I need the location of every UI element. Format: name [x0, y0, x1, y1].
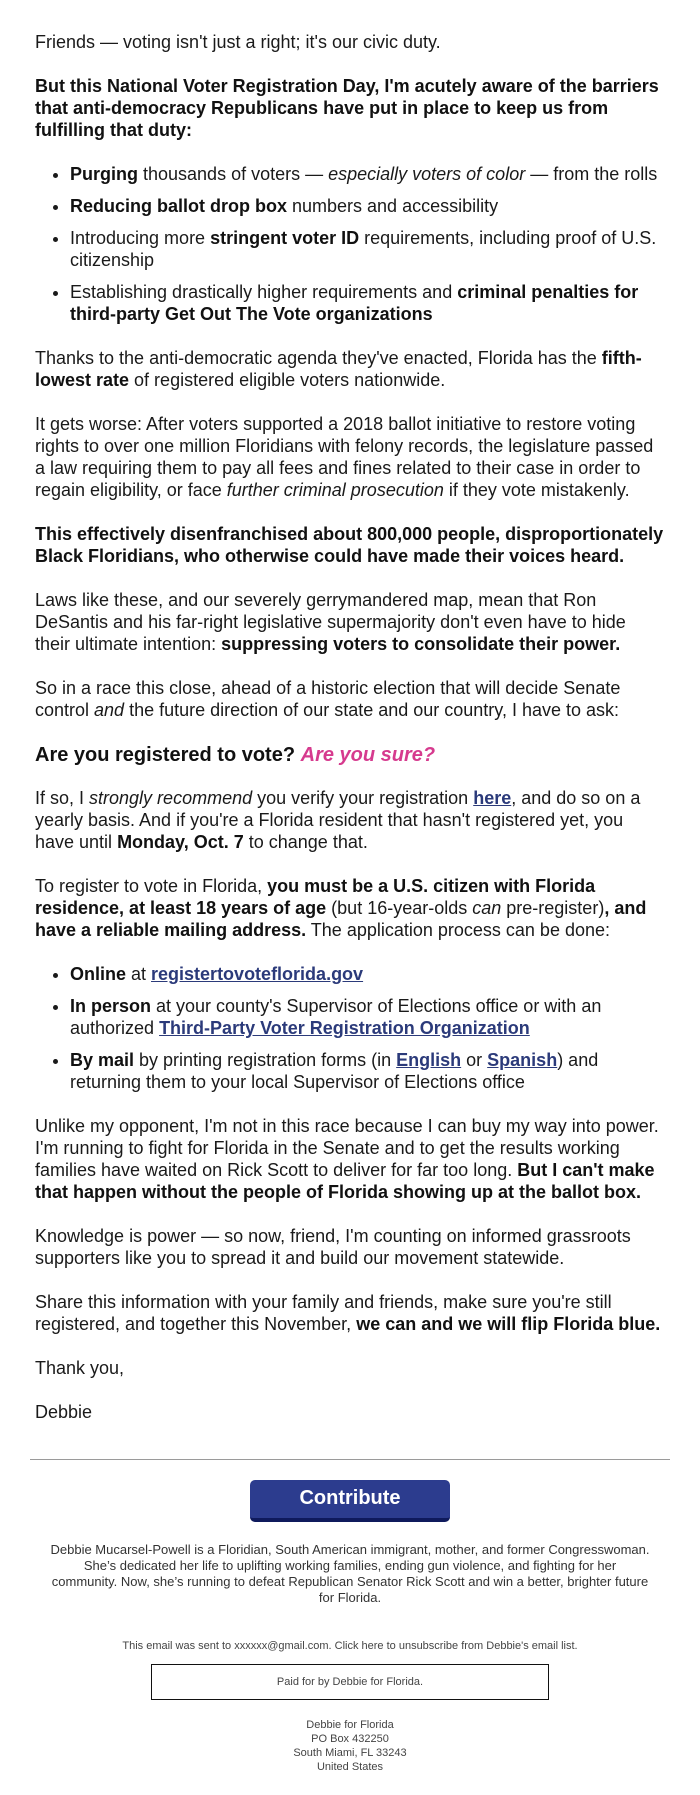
- share-paragraph: Share this information with your family and friends, make sure you're still registered, and together this November, we can and we will flip Florida blue.: [35, 1292, 661, 1334]
- registertovoteflorida-link[interactable]: registertovoteflorida.gov: [151, 964, 364, 984]
- worse-paragraph: It gets worse: After voters supported a 2018 ballot initiative to restore voting rights to over one million Floridians with felony records, the legislature passed a law requiring them to pay all fees and fines related to their case in order to regain eligibility, or face further criminal prosecution if they vote mistakenly.: [35, 414, 654, 500]
- address-line: United States: [316, 1761, 384, 1773]
- list-item: • Purging thousands of voters — especially voters of color — from the rolls: [70, 163, 665, 185]
- rate-paragraph: Thanks to the anti-democratic agenda they've enacted, Florida has the fifth-lowest rate of registered eligible voters nationwide.: [35, 348, 642, 390]
- verify-here-link[interactable]: here: [473, 788, 512, 808]
- intro-paragraph: Friends — voting isn't just a right; it's our civic duty.: [35, 32, 441, 52]
- contribute-button-wrap: [0, 1480, 700, 1522]
- are-you-sure-emphasis: Are you sure?: [300, 744, 436, 766]
- register-requirements-paragraph: To register to vote in Florida, you must be a U.S. citizen with Florida residence, at least 18 years of age (but 16-year-olds can pre-register), and have a reliable mailing address. The application process can be done:: [35, 876, 647, 940]
- list-item-in-person: • In person at your county's Supervisor of Elections office or with an authorized Third-Party Voter Registration Organization: [70, 995, 665, 1039]
- verify-paragraph: If so, I strongly recommend you verify your registration here, and do so on a yearly basis. And if you're a Florida resident that hasn't registered yet, you have until Monday, Oct. 7 to change that.: [35, 788, 641, 852]
- list-item: • Introducing more stringent voter ID requirements, including proof of U.S. citizenship: [70, 227, 665, 271]
- list-item: • Establishing drastically higher requirements and criminal penalties for third-party Get Out The Vote organizations: [70, 281, 665, 325]
- unsubscribe-link[interactable]: Click here: [334, 1640, 384, 1652]
- list-item: • Reducing ballot drop box numbers and accessibility: [70, 195, 665, 217]
- mailing-address: [0, 1718, 700, 1774]
- opponent-paragraph: Unlike my opponent, I'm not in this race because I can buy my way into power. I'm running to fight for Florida in the Senate and to get the results working families have waited on Rick Scott to deliver for far too long. But I can't make that happen without the people of Florida showing up at the ballot box.: [35, 1116, 659, 1202]
- laws-paragraph: Laws like these, and our severely gerrymandered map, mean that Ron DeSantis and his far-right legislative supermajority don't even have to hide their ultimate intention: suppressing voters to consolidate their power.: [35, 590, 626, 654]
- sent-to-notice: This email was sent to xxxxxx@gmail.com. Click here to unsubscribe from Debbie's email list.: [122, 1640, 578, 1652]
- address-line: South Miami, FL 33243: [293, 1747, 407, 1759]
- paid-for-disclaimer: Paid for by Debbie for Florida.: [151, 1664, 549, 1700]
- spanish-form-link[interactable]: Spanish: [487, 1050, 558, 1070]
- address-line: Debbie for Florida: [306, 1719, 394, 1731]
- registration-methods-list: [35, 963, 665, 1093]
- closing: Thank you,: [35, 1358, 125, 1378]
- english-form-link[interactable]: English: [396, 1050, 462, 1070]
- barriers-list: [35, 163, 665, 325]
- contribute-button[interactable]: Contribute: [250, 1480, 450, 1522]
- race-paragraph: So in a race this close, ahead of a historic election that will decide Senate control and the future direction of our state and our country, I have to ask:: [35, 678, 621, 720]
- list-item-mail: • By mail by printing registration forms (in English or Spanish) and returning them to your local Supervisor of Elections office: [70, 1049, 665, 1093]
- knowledge-paragraph: Knowledge is power — so now, friend, I'm counting on informed grassroots supporters like you to spread it and build our movement statewide.: [35, 1226, 631, 1268]
- signature: Debbie: [35, 1402, 93, 1422]
- registered-question-heading: Are you registered to vote? Are you sure?: [35, 744, 436, 766]
- list-item-online: • Online at registertovoteflorida.gov: [70, 963, 665, 985]
- footer-divider: [30, 1459, 670, 1460]
- third-party-organization-link[interactable]: Third-Party Voter Registration Organization: [159, 1018, 530, 1038]
- candidate-bio: Debbie Mucarsel-Powell is a Floridian, South American immigrant, mother, and former Congresswoman. She’s dedicated her life to uplifting working families, ending gun violence, and fighting for her community. Now, she’s running to defeat Republican Senator Rick Scott and win a better, brighter future for Florida.: [50, 1542, 650, 1605]
- address-line: PO Box 432250: [311, 1733, 389, 1745]
- disenfranchised-paragraph: This effectively disenfranchised about 800,000 people, disproportionately Black Floridians, who otherwise could have made their voices heard.: [35, 524, 664, 566]
- barriers-intro: But this National Voter Registration Day, I'm acutely aware of the barriers that anti-democracy Republicans have put in place to keep us from fulfilling that duty:: [35, 76, 659, 140]
- email-footer: [0, 1480, 700, 1774]
